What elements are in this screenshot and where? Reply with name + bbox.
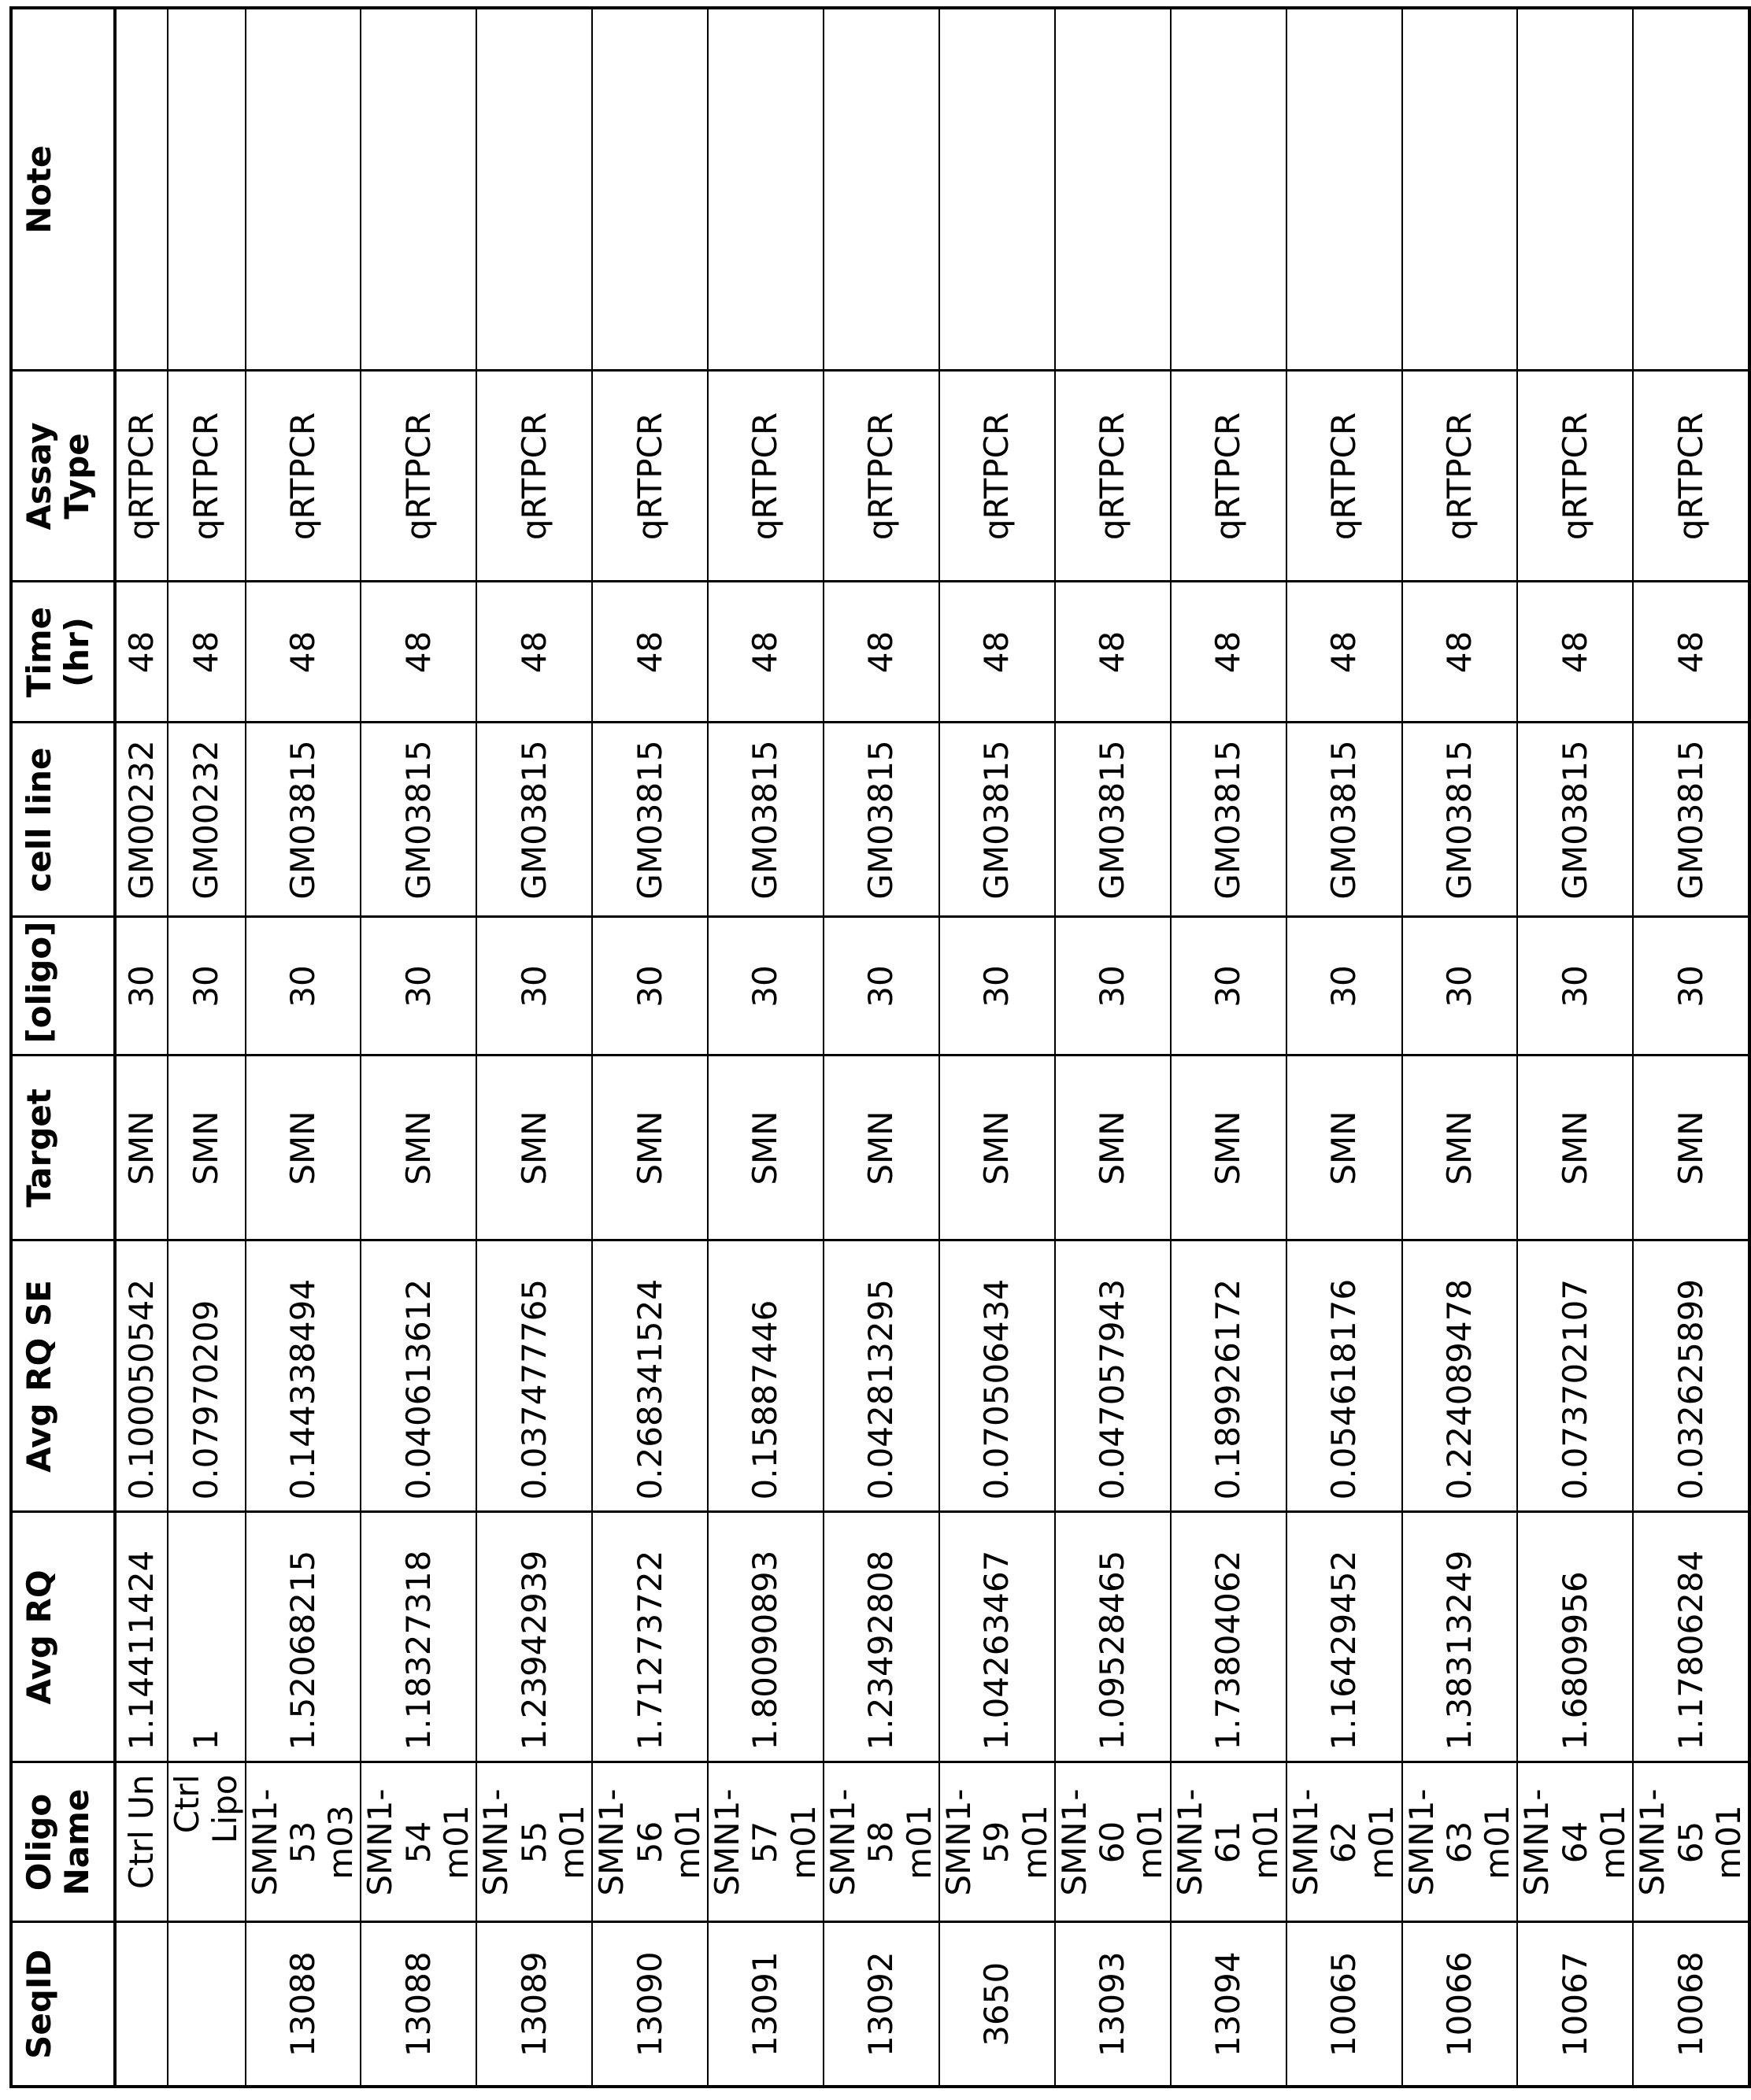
cell-avg-rq: 1.17806284 bbox=[1633, 1512, 1749, 1762]
column-header-oligo-name: Oligo Name bbox=[11, 1762, 115, 1922]
table-row bbox=[1055, 8, 1171, 2087]
cell-seqid bbox=[115, 1922, 168, 2087]
cell-seqid: 13090 bbox=[592, 1922, 708, 2087]
cell-cell-line: GM03815 bbox=[708, 723, 824, 917]
cell-time-hr: 48 bbox=[476, 582, 592, 723]
cell-cell-line: GM03815 bbox=[1286, 723, 1402, 917]
cell-cell-line: GM03815 bbox=[1171, 723, 1286, 917]
table-row bbox=[476, 8, 592, 2087]
cell-time-hr: 48 bbox=[1055, 582, 1171, 723]
header-row bbox=[11, 8, 115, 2087]
cell-avg-rq-se: 0.224089478 bbox=[1402, 1240, 1518, 1512]
table-row bbox=[592, 8, 708, 2087]
cell-avg-rq: 1.14411424 bbox=[115, 1512, 168, 1762]
cell-seqid: 13091 bbox=[708, 1922, 824, 2087]
cell-time-hr: 48 bbox=[1402, 582, 1518, 723]
cell-oligo-name: SMN1-61 m01 bbox=[1171, 1762, 1286, 1922]
cell-cell-line: GM03815 bbox=[592, 723, 708, 917]
cell-seqid: 13089 bbox=[476, 1922, 592, 2087]
cell-oligo-name: SMN1-54 m01 bbox=[361, 1762, 476, 1922]
cell-target: SMN bbox=[1633, 1056, 1749, 1240]
cell-note bbox=[246, 8, 361, 371]
cell-oligo-name: SMN1-64 m01 bbox=[1517, 1762, 1633, 1922]
cell-assay-type: qRTPCR bbox=[1286, 371, 1402, 582]
cell-seqid: 3650 bbox=[939, 1922, 1055, 2087]
cell-oligo-name: SMN1-57 m01 bbox=[708, 1762, 824, 1922]
cell-assay-type: qRTPCR bbox=[592, 371, 708, 582]
cell-time-hr: 48 bbox=[592, 582, 708, 723]
cell-oligo-name: SMN1-62 m01 bbox=[1286, 1762, 1402, 1922]
cell-avg-rq-se: 0.032625899 bbox=[1633, 1240, 1749, 1512]
cell-oligo-name: SMN1-55 m01 bbox=[476, 1762, 592, 1922]
cell-target: SMN bbox=[1055, 1056, 1171, 1240]
table-row bbox=[115, 8, 168, 2087]
cell-avg-rq: 1.73804062 bbox=[1171, 1512, 1286, 1762]
cell-time-hr: 48 bbox=[115, 582, 168, 723]
cell-seqid: 13094 bbox=[1171, 1922, 1286, 2087]
cell-target: SMN bbox=[824, 1056, 939, 1240]
rotated-table-page bbox=[9, 9, 1491, 2088]
cell-oligo-conc: 30 bbox=[361, 917, 476, 1056]
cell-assay-type: qRTPCR bbox=[1402, 371, 1518, 582]
cell-oligo-conc: 30 bbox=[115, 917, 168, 1056]
cell-seqid: 13093 bbox=[1055, 1922, 1171, 2087]
cell-oligo-conc: 30 bbox=[1402, 917, 1518, 1056]
cell-cell-line: GM03815 bbox=[1055, 723, 1171, 917]
cell-avg-rq: 1.04263467 bbox=[939, 1512, 1055, 1762]
cell-cell-line: GM03815 bbox=[1517, 723, 1633, 917]
cell-assay-type: qRTPCR bbox=[1633, 371, 1749, 582]
cell-oligo-conc: 30 bbox=[939, 917, 1055, 1056]
cell-oligo-name: SMN1-63 m01 bbox=[1402, 1762, 1518, 1922]
cell-target: SMN bbox=[1286, 1056, 1402, 1240]
cell-avg-rq-se: 0.047057943 bbox=[1055, 1240, 1171, 1512]
cell-target: SMN bbox=[592, 1056, 708, 1240]
cell-time-hr: 48 bbox=[824, 582, 939, 723]
cell-oligo-conc: 30 bbox=[824, 917, 939, 1056]
cell-cell-line: GM03815 bbox=[246, 723, 361, 917]
cell-target: SMN bbox=[476, 1056, 592, 1240]
table-row bbox=[1633, 8, 1749, 2087]
column-header-seqid: SeqID bbox=[11, 1922, 115, 2087]
cell-note bbox=[1286, 8, 1402, 371]
cell-target: SMN bbox=[939, 1056, 1055, 1240]
table-row bbox=[939, 8, 1055, 2087]
cell-oligo-name: SMN1-65 m01 bbox=[1633, 1762, 1749, 1922]
cell-assay-type: qRTPCR bbox=[1517, 371, 1633, 582]
table-row bbox=[1402, 8, 1518, 2087]
cell-time-hr: 48 bbox=[1171, 582, 1286, 723]
cell-avg-rq-se: 0.054618176 bbox=[1286, 1240, 1402, 1512]
cell-cell-line: GM03815 bbox=[939, 723, 1055, 917]
cell-time-hr: 48 bbox=[939, 582, 1055, 723]
cell-cell-line: GM03815 bbox=[1402, 723, 1518, 917]
cell-assay-type: qRTPCR bbox=[246, 371, 361, 582]
cell-target: SMN bbox=[1171, 1056, 1286, 1240]
cell-target: SMN bbox=[246, 1056, 361, 1240]
table-row bbox=[1171, 8, 1286, 2087]
cell-oligo-conc: 30 bbox=[1171, 917, 1286, 1056]
cell-note bbox=[361, 8, 476, 371]
cell-time-hr: 48 bbox=[1286, 582, 1402, 723]
cell-cell-line: GM00232 bbox=[168, 723, 246, 917]
cell-seqid: 10068 bbox=[1633, 1922, 1749, 2087]
cell-oligo-name: Ctrl Un bbox=[115, 1762, 168, 1922]
column-header-avg-rq: Avg RQ bbox=[11, 1512, 115, 1762]
cell-oligo-conc: 30 bbox=[708, 917, 824, 1056]
column-header-oligo-conc: [oligo] bbox=[11, 917, 115, 1056]
cell-oligo-conc: 30 bbox=[1286, 917, 1402, 1056]
cell-oligo-conc: 30 bbox=[476, 917, 592, 1056]
cell-avg-rq-se: 0.070506434 bbox=[939, 1240, 1055, 1512]
cell-oligo-conc: 30 bbox=[168, 917, 246, 1056]
cell-avg-rq: 1.38313249 bbox=[1402, 1512, 1518, 1762]
cell-avg-rq: 1.71273722 bbox=[592, 1512, 708, 1762]
column-header-cell-line: cell line bbox=[11, 723, 115, 917]
cell-time-hr: 48 bbox=[246, 582, 361, 723]
cell-note bbox=[824, 8, 939, 371]
cell-avg-rq-se: 0.144338494 bbox=[246, 1240, 361, 1512]
cell-note bbox=[1402, 8, 1518, 371]
cell-avg-rq: 1.18327318 bbox=[361, 1512, 476, 1762]
column-header-avg-rq-se: Avg RQ SE bbox=[11, 1240, 115, 1512]
cell-avg-rq: 1.52068215 bbox=[246, 1512, 361, 1762]
cell-oligo-name: SMN1-59 m01 bbox=[939, 1762, 1055, 1922]
cell-seqid: 13092 bbox=[824, 1922, 939, 2087]
cell-assay-type: qRTPCR bbox=[824, 371, 939, 582]
cell-time-hr: 48 bbox=[1517, 582, 1633, 723]
cell-avg-rq: 1.09528465 bbox=[1055, 1512, 1171, 1762]
cell-oligo-name: SMN1-53 m03 bbox=[246, 1762, 361, 1922]
cell-note bbox=[476, 8, 592, 371]
cell-note bbox=[1055, 8, 1171, 371]
cell-oligo-conc: 30 bbox=[1055, 917, 1171, 1056]
cell-oligo-name: SMN1-56 m01 bbox=[592, 1762, 708, 1922]
table-row bbox=[708, 8, 824, 2087]
cell-note bbox=[1517, 8, 1633, 371]
cell-target: SMN bbox=[361, 1056, 476, 1240]
cell-avg-rq-se: 0.07970209 bbox=[168, 1240, 246, 1512]
cell-target: SMN bbox=[115, 1056, 168, 1240]
column-header-assay-type: Assay Type bbox=[11, 371, 115, 582]
cell-oligo-conc: 30 bbox=[246, 917, 361, 1056]
column-header-target: Target bbox=[11, 1056, 115, 1240]
cell-avg-rq: 1.80090893 bbox=[708, 1512, 824, 1762]
cell-cell-line: GM03815 bbox=[476, 723, 592, 917]
cell-time-hr: 48 bbox=[1633, 582, 1749, 723]
cell-target: SMN bbox=[168, 1056, 246, 1240]
cell-note bbox=[1633, 8, 1749, 371]
cell-seqid: 10066 bbox=[1402, 1922, 1518, 2087]
cell-time-hr: 48 bbox=[361, 582, 476, 723]
table-row bbox=[361, 8, 476, 2087]
cell-avg-rq-se: 0.100050542 bbox=[115, 1240, 168, 1512]
cell-assay-type: qRTPCR bbox=[361, 371, 476, 582]
cell-avg-rq-se: 0.073702107 bbox=[1517, 1240, 1633, 1512]
cell-avg-rq-se: 0.037477765 bbox=[476, 1240, 592, 1512]
cell-oligo-conc: 30 bbox=[1633, 917, 1749, 1056]
cell-avg-rq-se: 0.042813295 bbox=[824, 1240, 939, 1512]
cell-assay-type: qRTPCR bbox=[476, 371, 592, 582]
cell-avg-rq: 1 bbox=[168, 1512, 246, 1762]
cell-note bbox=[1171, 8, 1286, 371]
cell-seqid: 13088 bbox=[246, 1922, 361, 2087]
cell-note bbox=[168, 8, 246, 371]
column-header-note: Note bbox=[11, 8, 115, 371]
cell-cell-line: GM03815 bbox=[361, 723, 476, 917]
cell-assay-type: qRTPCR bbox=[168, 371, 246, 582]
cell-avg-rq-se: 0.268341524 bbox=[592, 1240, 708, 1512]
cell-avg-rq: 1.23942939 bbox=[476, 1512, 592, 1762]
cell-oligo-name: Ctrl Lipo bbox=[168, 1762, 246, 1922]
table-row bbox=[246, 8, 361, 2087]
cell-assay-type: qRTPCR bbox=[939, 371, 1055, 582]
cell-assay-type: qRTPCR bbox=[708, 371, 824, 582]
cell-assay-type: qRTPCR bbox=[1171, 371, 1286, 582]
cell-avg-rq: 1.6809956 bbox=[1517, 1512, 1633, 1762]
cell-avg-rq-se: 0.040613612 bbox=[361, 1240, 476, 1512]
cell-time-hr: 48 bbox=[168, 582, 246, 723]
cell-assay-type: qRTPCR bbox=[1055, 371, 1171, 582]
cell-avg-rq: 1.16429452 bbox=[1286, 1512, 1402, 1762]
cell-seqid: 10067 bbox=[1517, 1922, 1633, 2087]
cell-oligo-conc: 30 bbox=[592, 917, 708, 1056]
cell-cell-line: GM00232 bbox=[115, 723, 168, 917]
table-row bbox=[824, 8, 939, 2087]
cell-target: SMN bbox=[708, 1056, 824, 1240]
table-row bbox=[1517, 8, 1633, 2087]
cell-assay-type: qRTPCR bbox=[115, 371, 168, 582]
cell-oligo-name: SMN1-60 m01 bbox=[1055, 1762, 1171, 1922]
cell-seqid: 13088 bbox=[361, 1922, 476, 2087]
cell-cell-line: GM03815 bbox=[824, 723, 939, 917]
table-row bbox=[1286, 8, 1402, 2087]
cell-target: SMN bbox=[1517, 1056, 1633, 1240]
cell-avg-rq-se: 0.15887446 bbox=[708, 1240, 824, 1512]
cell-seqid: 10065 bbox=[1286, 1922, 1402, 2087]
cell-note bbox=[115, 8, 168, 371]
cell-time-hr: 48 bbox=[708, 582, 824, 723]
cell-note bbox=[592, 8, 708, 371]
oligo-results-table bbox=[9, 6, 1751, 2088]
cell-target: SMN bbox=[1402, 1056, 1518, 1240]
table-row bbox=[168, 8, 246, 2087]
column-header-time-hr: Time (hr) bbox=[11, 582, 115, 723]
cell-avg-rq-se: 0.189926172 bbox=[1171, 1240, 1286, 1512]
cell-seqid bbox=[168, 1922, 246, 2087]
cell-avg-rq: 1.23492808 bbox=[824, 1512, 939, 1762]
cell-cell-line: GM03815 bbox=[1633, 723, 1749, 917]
cell-note bbox=[939, 8, 1055, 371]
cell-oligo-conc: 30 bbox=[1517, 917, 1633, 1056]
cell-oligo-name: SMN1-58 m01 bbox=[824, 1762, 939, 1922]
cell-note bbox=[708, 8, 824, 371]
